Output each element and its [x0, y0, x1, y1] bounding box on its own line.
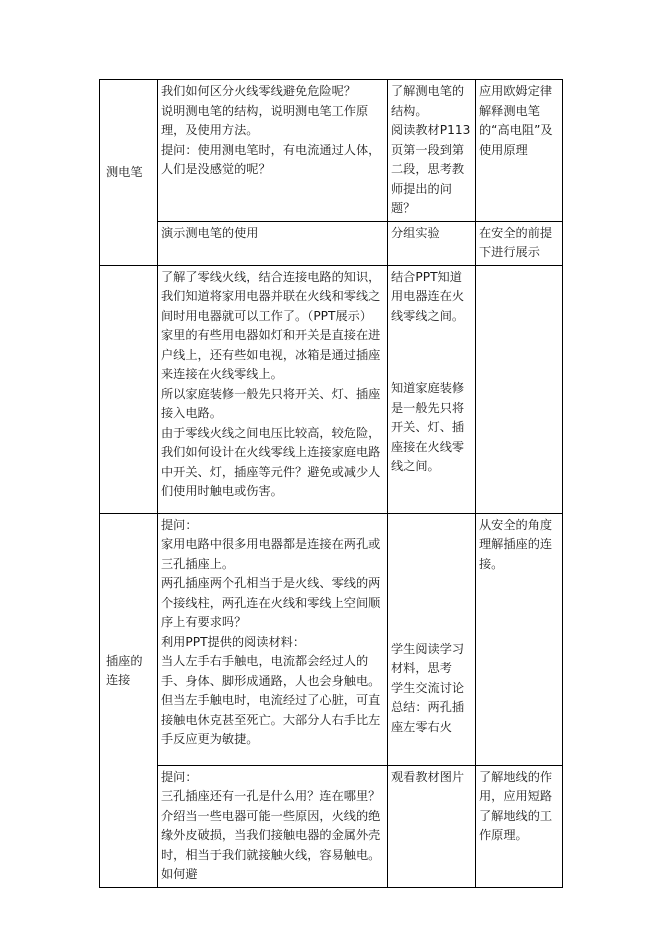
text-line: 提问：: [161, 769, 198, 784]
teacher-activity-cell: [158, 265, 388, 513]
text-line: 了解地线的作用，应用短路了解地线的工作原理。: [479, 769, 553, 842]
design-intent-cell: [476, 765, 563, 887]
text-line: 结合PPT知道用电器连在火线零线之间。: [391, 269, 465, 323]
text-line: 了解了零线火线，结合连接电路的知识，我们知道将家用电器并联在火线和零线之间时用电器就可以工作了。（PPT展示）: [161, 269, 381, 323]
teacher-activity-cell: [158, 513, 388, 765]
text-line: 知道家庭装修是一般先只将开关、灯、插座接在火线零线之间。: [391, 381, 465, 473]
lesson-plan-table: [99, 79, 563, 888]
table-row: [100, 80, 563, 222]
text-line: 所以家庭装修一般先只将开关、灯、插座接入电路。: [161, 386, 381, 420]
text-line: 利用PPT提供的阅读材料：: [161, 634, 306, 649]
topic-cell: 测电笔: [100, 80, 158, 266]
design-intent-cell: [476, 265, 563, 513]
text-line: 两孔插座两个孔相当于是火线、零线的两个接线柱，两孔连在火线和零线上空间顺序上有要求吗？: [161, 576, 381, 629]
student-activity-cell: [388, 265, 476, 513]
design-intent-cell: [476, 80, 563, 222]
text-line: 家里的有些用电器如灯和开关是直接在进户线上，还有些如电视，冰箱是通过插座来连接在火线零线上。: [161, 328, 381, 381]
table-row: [100, 765, 563, 887]
design-intent-cell: [476, 513, 563, 765]
text-line: 学生交流讨论总结：两孔插座左零右火: [391, 680, 465, 734]
text-line: 分组实验: [391, 225, 440, 240]
table-row: [100, 513, 563, 765]
text-line: 从安全的角度理解插座的连接。: [479, 517, 553, 571]
text-line: 家用电路中很多用电器都是连接在两孔或三孔插座上。: [161, 537, 381, 571]
student-activity-cell: [388, 221, 476, 265]
design-intent-cell: [476, 221, 563, 265]
topic-cell: [100, 265, 158, 513]
teacher-activity-cell: [158, 80, 388, 222]
text-line: 演示测电笔的使用: [161, 225, 259, 240]
text-line: 当人左手右手触电，电流都会经过人的手、身体、脚形成通路，人也会身触电。但当左手触电时，电流经过了心脏，可直接触电休克甚至死亡。大部分人右手比左手反应更为敏捷。: [161, 654, 381, 746]
text-line: 我们如何区分火线零线避免危险呢？: [161, 84, 356, 98]
teacher-activity-cell: [158, 765, 388, 887]
text-line: 由于零线火线之间电压比较高，较危险，我们如何设计在火线零线上连接家庭电路中开关、灯，插座等元件？避免或减少人们使用时触电或伤害。: [161, 425, 381, 498]
text-line: 学生阅读学习材料，思考: [391, 641, 465, 675]
student-activity-cell: [388, 513, 476, 765]
text-line: 提问：使用测电笔时，有电流通过人体，人们是没感觉的呢？: [161, 142, 381, 176]
student-activity-cell: [388, 765, 476, 887]
text-line: 了解测电笔的结构。: [391, 84, 465, 118]
table-row: [100, 221, 563, 265]
text-line: 应用欧姆定律解释测电笔的“高电阻”及使用原理: [479, 84, 553, 157]
text-line: 在安全的前提下进行展示: [479, 225, 553, 259]
text-line: 阅读教材P113页第一段到第二段，思考教师提出的问题？: [391, 123, 471, 215]
topic-cell: 插座的连接: [100, 513, 158, 887]
text-line: 观看教材图片: [391, 769, 465, 784]
teacher-activity-cell: [158, 221, 388, 265]
text-line: 提问：: [161, 517, 198, 532]
text-line: 介绍当一些电器可能一些原因，火线的绝缘外皮破损，当我们接触电器的金属外壳时，相当于我们就接触火线，容易触电。如何避: [161, 808, 381, 881]
text-line: 三孔插座还有一孔是什么用？连在哪里？: [161, 789, 381, 803]
student-activity-cell: [388, 80, 476, 222]
spacer: [391, 326, 472, 379]
text-line: 说明测电笔的结构，说明测电笔工作原理，及使用方法。: [161, 103, 369, 137]
table-row: [100, 265, 563, 513]
